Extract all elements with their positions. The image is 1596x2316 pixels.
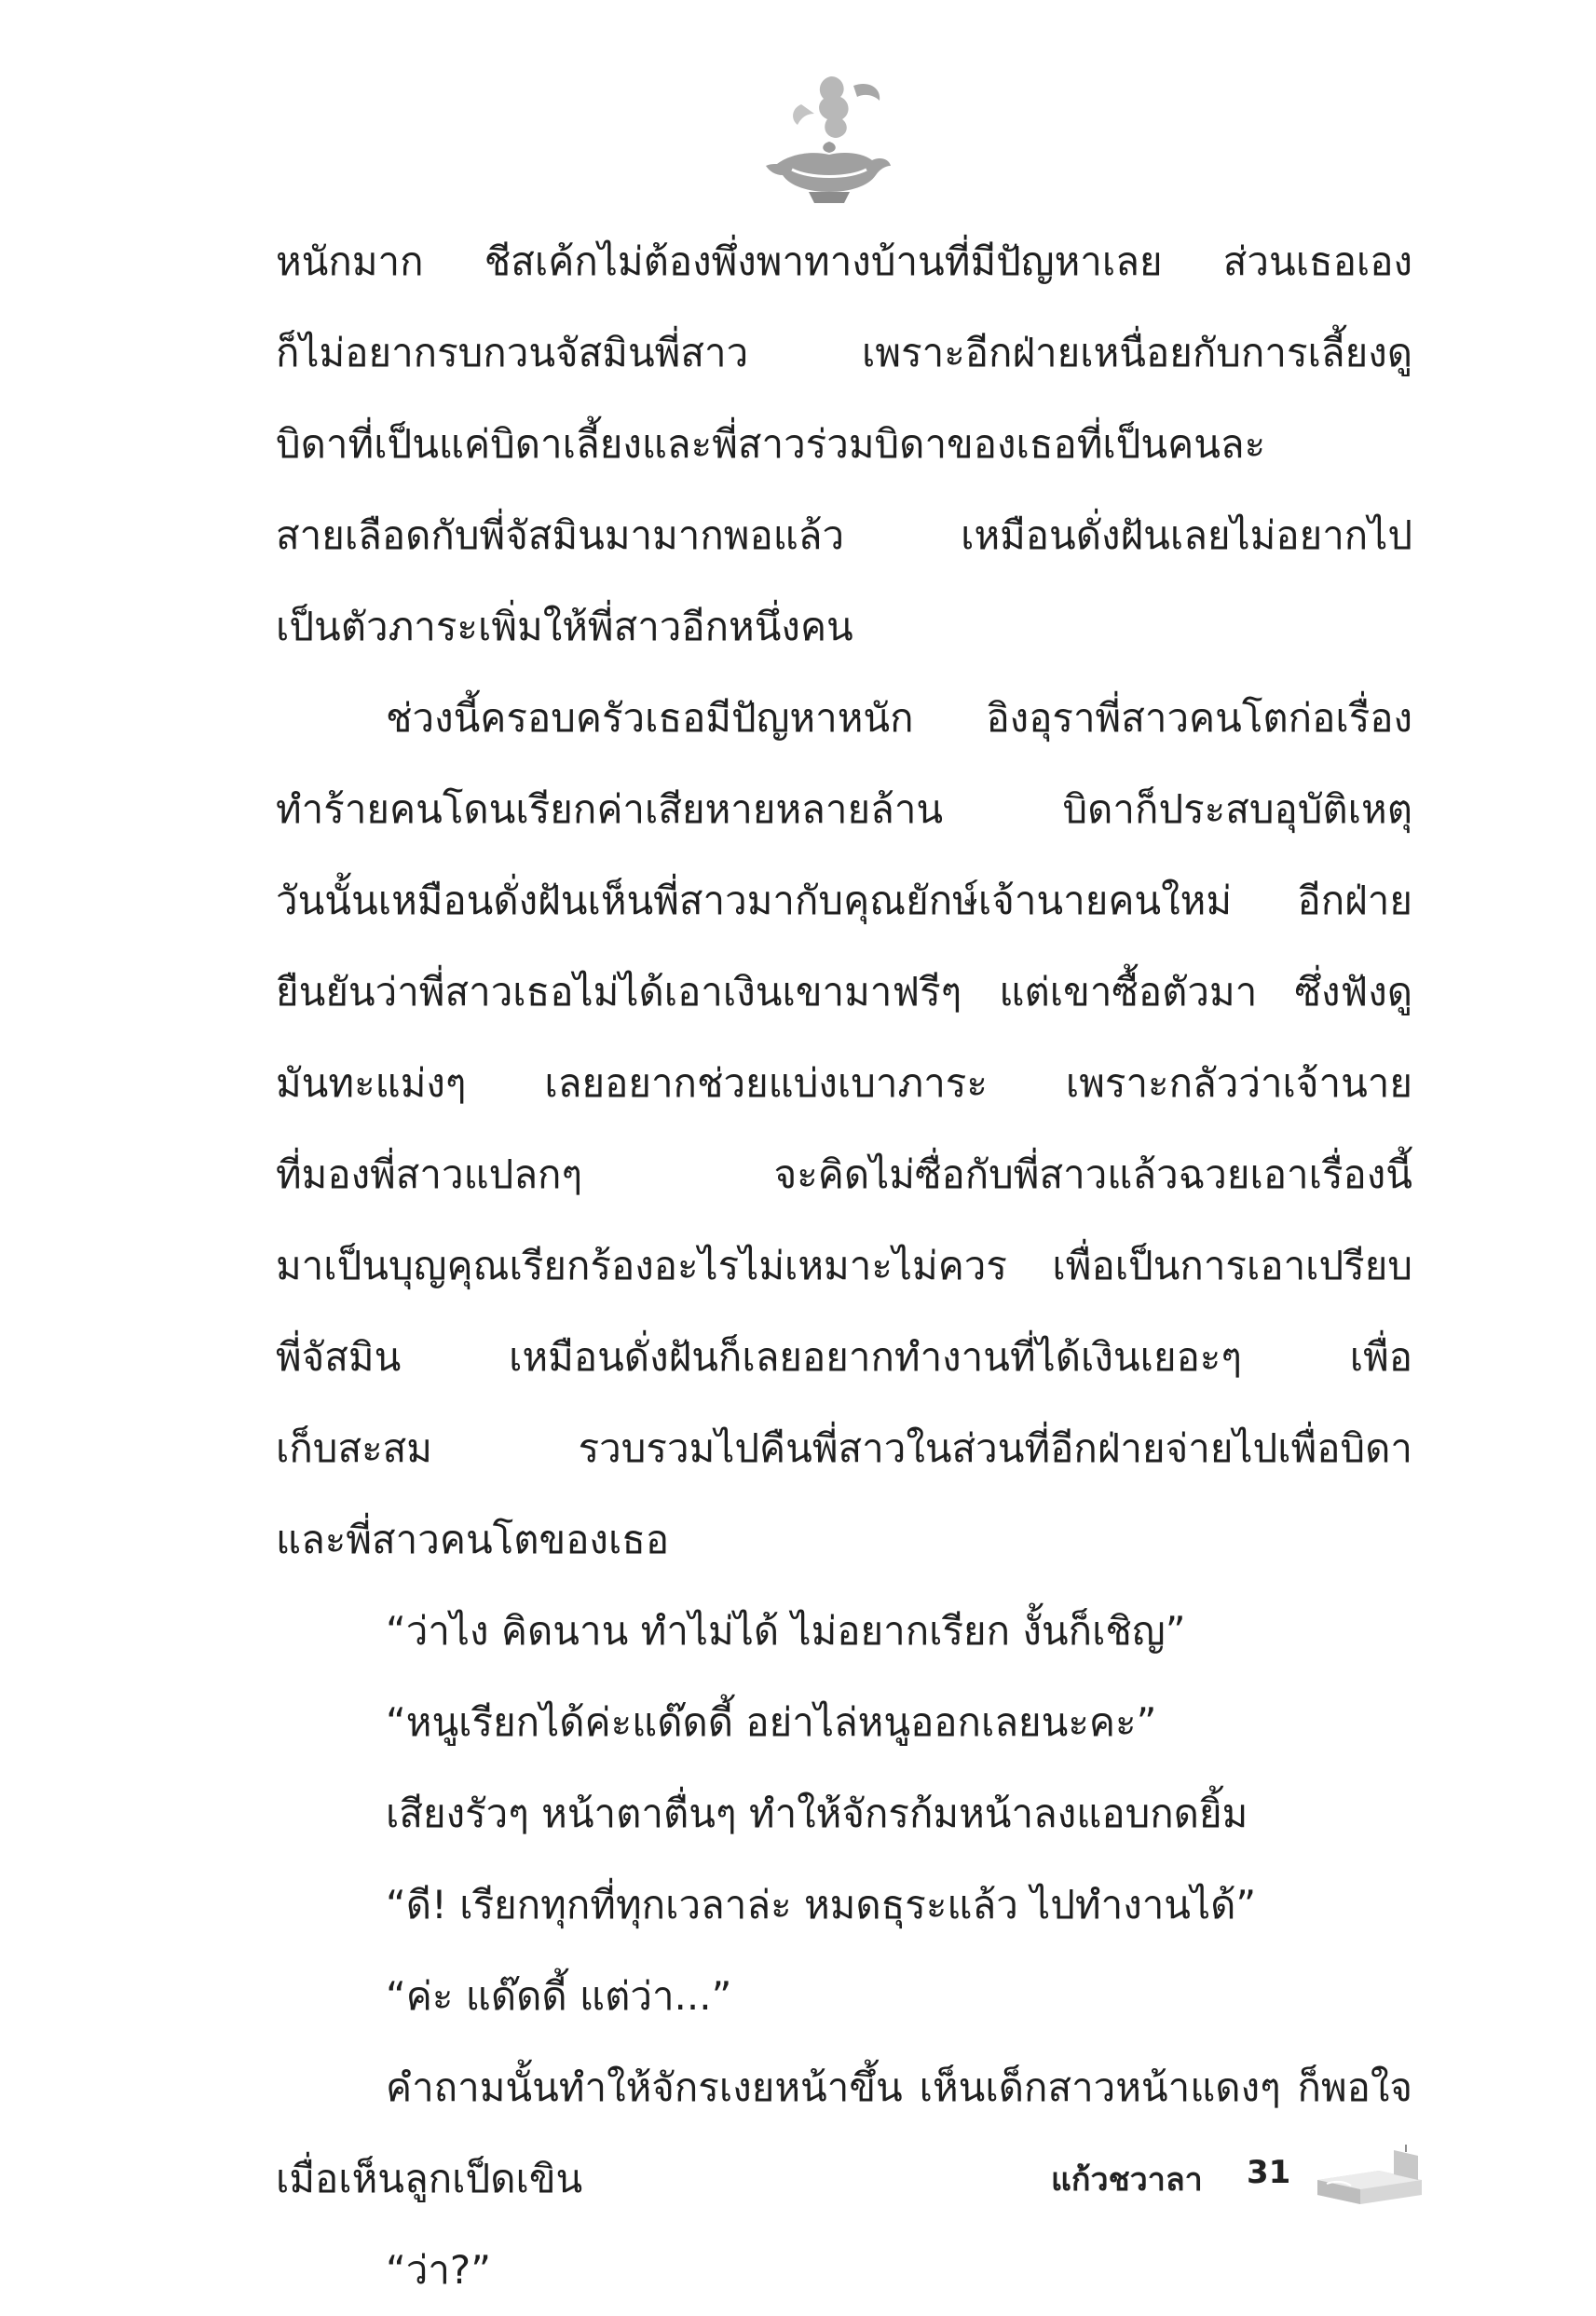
text-line: เสียงรัวๆ หน้าตาตื่นๆ ทำให้จักรก้มหน้าลงแอบกดยิ้ม <box>386 1791 1248 1836</box>
dialogue-line: “ว่า?” <box>386 2247 491 2293</box>
text-line: มันทะแม่งๆ เลยอยากช่วยแบ่งเบาภาระ เพราะกลัวว่าเจ้านาย <box>276 1060 1412 1106</box>
text-line: บิดาที่เป็นแค่บิดาเลี้ยงและพี่สาวร่วมบิดาของเธอที่เป็นคนละ <box>276 421 1266 467</box>
text-line: สายเลือดกับพี่จัสมินมามากพอแล้ว เหมือนดั่งฝันเลยไม่อยากไป <box>276 512 1412 558</box>
text-line: วันนั้นเหมือนดั่งฝันเห็นพี่สาวมากับคุณยักษ์เจ้านายคนใหม่ อีกฝ่าย <box>276 878 1412 923</box>
text-line: พี่จัสมิน เหมือนดั่งฝันก็เลยอยากทำงานที่ได้เงินเยอะๆ เพื่อ <box>276 1334 1412 1380</box>
book-title: แก้วชวาลา <box>1051 2161 1203 2199</box>
text-line: ก็ไม่อยากรบกวนจัสมินพี่สาว เพราะอีกฝ่ายเหนื่อยกับการเลี้ยงดู <box>276 330 1412 375</box>
text-line: ทำร้ายคนโดนเรียกค่าเสียหายหลายล้าน บิดาก็ประสบอุบัติเหตุ <box>276 786 1412 832</box>
text-line: ที่มองพี่สาวแปลกๆ จะคิดไม่ซื่อกับพี่สาวแล้วฉวยเอาเรื่องนี้ <box>276 1151 1412 1197</box>
text-line: เก็บสะสม รวบรวมไปคืนพี่สาวในส่วนที่อีกฝ่ายจ่ายไปเพื่อบิดา <box>276 1425 1412 1471</box>
text-line: ยืนยันว่าพี่สาวเธอไม่ได้เอาเงินเขามาฟรีๆ แต่เขาซื้อตัวมา ซึ่งฟังดู <box>276 969 1412 1015</box>
text-line: มาเป็นบุญคุณเรียกร้องอะไรไม่เหมาะไม่ควร เพื่อเป็นการเอาเปรียบ <box>276 1243 1412 1288</box>
dialogue-line: “ค่ะ แด๊ดดี้ แต่ว่า...” <box>386 1973 732 2019</box>
bed-icon <box>1314 2143 1425 2208</box>
text-line: หนักมาก ชีสเค้กไม่ต้องพึ่งพาทางบ้านที่มีปัญหาเลย ส่วนเธอเอง <box>276 238 1412 284</box>
text-line: ช่วงนี้ครอบครัวเธอมีปัญหาหนัก อิงอุราพี่สาวคนโตก่อเรื่อง <box>386 695 1412 741</box>
page-number: 31 <box>1247 2154 1291 2191</box>
text-line: เป็นตัวภาระเพิ่มให้พี่สาวอีกหนึ่งคน <box>276 604 853 649</box>
body-text <box>276 216 1412 2316</box>
text-line: เมื่อเห็นลูกเป็ดเขิน <box>276 2156 583 2201</box>
text-line: และพี่สาวคนโตของเธอ <box>276 1517 670 1562</box>
dialogue-line: “ดี! เรียกทุกที่ทุกเวลาล่ะ หมดธุระแล้ว ไปทำงานได้” <box>386 1882 1257 1928</box>
page-footer <box>0 2143 1596 2217</box>
text-line: คำถามนั้นทำให้จักรเงยหน้าขึ้น เห็นเด็กสาวหน้าแดงๆ ก็พอใจ <box>386 2064 1412 2110</box>
dialogue-line: “ว่าไง คิดนาน ทำไม่ได้ ไม่อยากเรียก งั้นก็เชิญ” <box>386 1608 1186 1654</box>
dialogue-line: “หนูเรียกได้ค่ะแด๊ดดี้ อย่าไล่หนูออกเลยนะคะ” <box>386 1699 1157 1745</box>
genie-lamp-icon <box>764 67 894 207</box>
